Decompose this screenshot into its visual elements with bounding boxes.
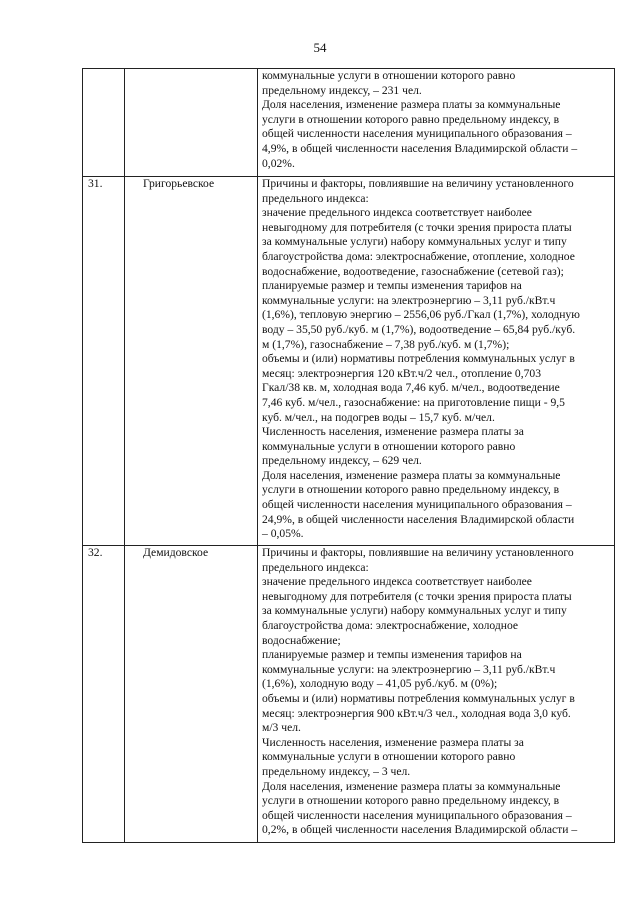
description-line: 7,46 куб. м/чел., газоснабжение: на приготовление пищи - 9,5 [262,395,565,409]
description-line: предельного индекса: [262,560,369,574]
description-line: м/3 чел. [262,721,301,735]
description-line: Причины и факторы, повлиявшие на величину установленного [262,177,574,190]
description-line: куб. м/чел., на подогрев воды – 15,7 куб. м/чел. [262,410,495,424]
description-line: 0,2%, в общей численности населения Владимирской области – [262,823,578,837]
description-line: планируемые размер и темпы изменения тарифов на [262,648,522,662]
description-line: предельному индексу, – 3 чел. [262,764,411,778]
row-number-cell: 32. [83,546,125,843]
description-line: водоснабжение, водоотведение, газоснабжение (сетевой газ); [262,264,564,278]
description-line: – 0,05%. [262,527,304,541]
description-line: коммунальные услуги: на электроэнергию – 3,11 руб./кВт.ч [262,662,556,676]
description-line: невыгодному для потребителя (с точки зрения прироста платы [262,589,572,603]
description-line: услуги в отношении которого равно предельному индексу, в [262,483,560,497]
description-line: водоснабжение; [262,633,341,647]
description-line: (1,6%), холодную воду – 41,05 руб./куб. м (0%); [262,677,498,691]
page-number: 54 [313,40,327,55]
description-line: невыгодному для потребителя (с точки зрения прироста платы [262,220,572,234]
description-line: месяц: электроэнергия 120 кВт.ч/2 чел., отопление 0,703 [262,366,541,380]
description-line: значение предельного индекса соответствует наиболее [262,575,532,589]
municipality-name-cell: Демидовское [125,546,258,843]
description-line: услуги в отношении которого равно предельному индексу, в [262,112,560,126]
description-line: объемы и (или) нормативы потребления коммунальных услуг в [262,691,575,705]
description-line: благоустройства дома: электроснабжение, холодное [262,618,519,632]
description-line: общей численности населения муниципального образования – [262,127,572,141]
description-line: за коммунальные услуги) набору коммунальных услуг и типу [262,235,567,249]
description-line: коммунальные услуги в отношении которого равно [262,69,516,82]
description-line: Гкал/38 кв. м, холодная вода 7,46 куб. м/чел., водоотведение [262,381,560,395]
description-line: общей численности населения муниципального образования – [262,808,572,822]
description-line: Численность населения, изменение размера платы за [262,425,524,439]
description-line: Доля населения, изменение размера платы за коммунальные [262,98,561,112]
description-line: значение предельного индекса соответствует наиболее [262,206,532,220]
description-cell [258,546,615,843]
description-line: услуги в отношении которого равно предельному индексу, в [262,794,560,808]
description-line: предельному индексу, – 231 чел. [262,83,422,97]
municipality-name-cell [125,69,258,177]
description-cell [258,69,615,177]
description-line: м (1,7%), газоснабжение – 7,38 руб./куб. м (1,7%); [262,337,510,351]
table-row [83,177,615,546]
description-line: общей численности населения муниципального образования – [262,498,572,512]
description-line: месяц: электроэнергия 900 кВт.ч/3 чел., холодная вода 3,0 куб. [262,706,571,720]
description-line: предельному индексу, – 629 чел. [262,454,422,468]
description-line: (1,6%), тепловую энергию – 2556,06 руб./Гкал (1,7%), холодную [262,308,580,322]
table-row [83,546,615,843]
municipality-table [82,68,615,843]
description-line: коммунальные услуги: на электроэнергию – 3,11 руб./кВт.ч [262,293,556,307]
description-line: предельного индекса: [262,191,369,205]
description-line: Доля населения, изменение размера платы за коммунальные [262,468,561,482]
description-cell [258,177,615,546]
row-number-cell: 31. [83,177,125,546]
description-line: 4,9%, в общей численности населения Владимирской области – [262,141,578,155]
description-line: Численность населения, изменение размера платы за [262,735,524,749]
row-number-cell [83,69,125,177]
description-line: коммунальные услуги в отношении которого равно [262,439,516,453]
description-line: за коммунальные услуги) набору коммунальных услуг и типу [262,604,567,618]
description-line: Причины и факторы, повлиявшие на величину установленного [262,546,574,559]
description-line: объемы и (или) нормативы потребления коммунальных услуг в [262,352,575,366]
municipality-name-cell: Григорьевское [125,177,258,546]
description-line: Доля населения, изменение размера платы за коммунальные [262,779,561,793]
description-line: воду – 35,50 руб./куб. м (1,7%), водоотведение – 65,84 руб./куб. [262,322,576,336]
description-line: 0,02%. [262,156,295,170]
description-line: коммунальные услуги в отношении которого равно [262,750,516,764]
table-row [83,69,615,177]
description-line: планируемые размер и темпы изменения тарифов на [262,279,522,293]
description-line: благоустройства дома: электроснабжение, отопление, холодное [262,249,575,263]
description-line: 24,9%, в общей численности населения Владимирской области [262,512,575,526]
